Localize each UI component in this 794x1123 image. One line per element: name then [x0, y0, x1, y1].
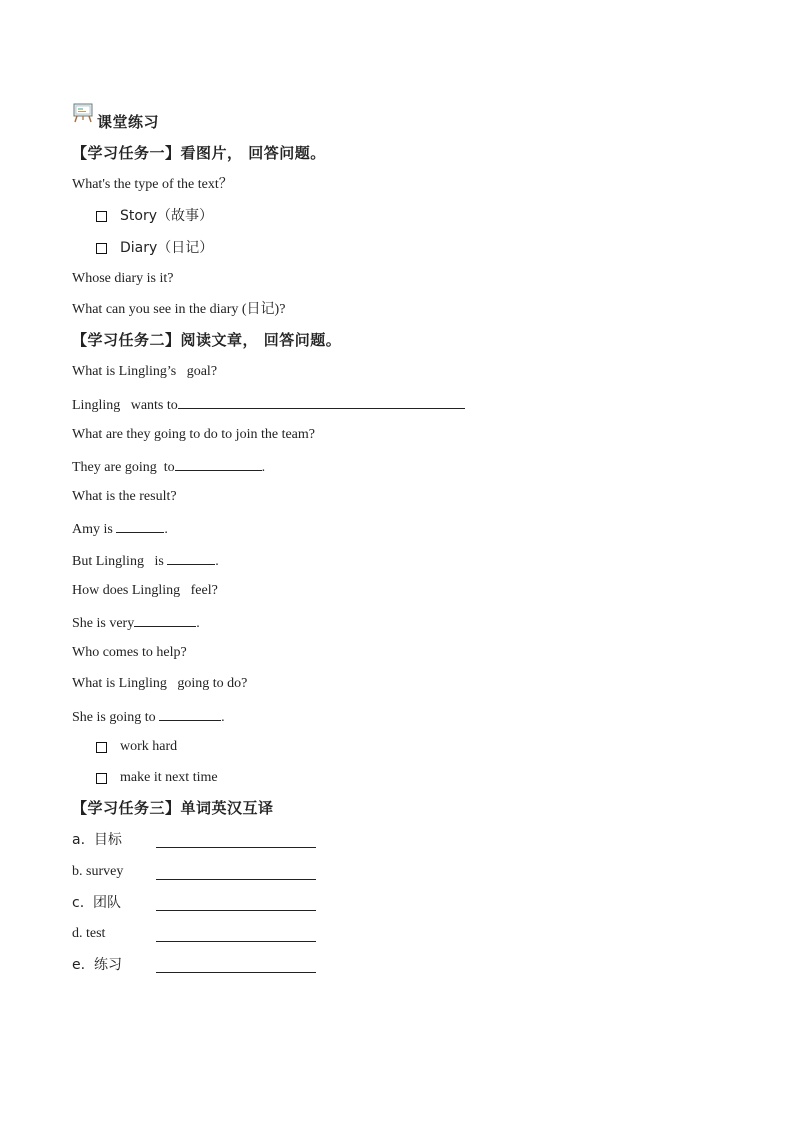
vocab-item-a: a. 目标 [72, 830, 122, 851]
task2-option-make-it[interactable] [96, 768, 218, 788]
task2-answer-3b: But Lingling is . [72, 550, 219, 572]
answer-blank[interactable] [167, 550, 215, 565]
vocab-item-e: e. 练习 [72, 955, 122, 976]
task1-question-2: Whose diary is it? [72, 271, 174, 286]
task2-question-2: What are they going to do to join the team? [72, 427, 315, 442]
task2-answer-2: They are going to . [72, 456, 265, 478]
option-label: Story（故事） [120, 208, 213, 224]
checkbox-icon[interactable] [96, 742, 107, 753]
task1-option-diary[interactable] [96, 238, 213, 258]
vocab-item-d: d. test [72, 924, 105, 944]
checkbox-icon[interactable] [96, 211, 107, 222]
vocab-item-c: c. 团队 [72, 893, 121, 914]
task2-question-4: How does Lingling feel? [72, 583, 218, 598]
task2-answer-6: She is going to . [72, 706, 225, 728]
task1-question-1: What's the type of the text？ [72, 177, 233, 192]
option-label: Diary（日记） [120, 240, 214, 256]
vocab-item-b: b. survey [72, 862, 123, 882]
task1-question-3: What can you see in the diary (日记)? [72, 302, 286, 317]
answer-blank[interactable] [134, 612, 196, 627]
task2-question-3: What is the result? [72, 489, 177, 504]
answer-blank[interactable] [156, 862, 316, 880]
answer-blank[interactable] [178, 394, 465, 409]
answer-blank[interactable] [156, 893, 316, 911]
task1-option-story[interactable] [96, 206, 213, 226]
task1-heading: 【学习任务一】看图片， 回答问题。 [72, 144, 326, 162]
option-label: work hard [120, 739, 178, 754]
answer-blank[interactable] [159, 706, 221, 721]
answer-blank[interactable] [156, 955, 316, 973]
option-label: make it next time [120, 770, 218, 785]
task2-question-1: What is Lingling’s goal? [72, 364, 218, 379]
task2-answer-4: She is very . [72, 612, 200, 634]
answer-blank[interactable] [156, 924, 316, 942]
checkbox-icon[interactable] [96, 243, 107, 254]
answer-blank[interactable] [175, 456, 262, 471]
answer-blank[interactable] [156, 830, 316, 848]
task2-option-work-hard[interactable] [96, 737, 177, 757]
task3-heading: 【学习任务三】单词英汉互译 [72, 799, 274, 817]
task2-question-5: Who comes to help? [72, 645, 187, 660]
section-title: 课堂练习 [97, 113, 160, 131]
checkbox-icon[interactable] [96, 773, 107, 784]
task2-answer-1: Lingling wants to [72, 394, 465, 416]
answer-blank[interactable] [116, 518, 164, 533]
task2-question-6: What is Lingling going to do? [72, 676, 248, 691]
task2-answer-3a: Amy is . [72, 518, 168, 540]
task2-heading: 【学习任务二】阅读文章， 回答问题。 [72, 331, 342, 349]
blackboard-icon [73, 103, 93, 123]
